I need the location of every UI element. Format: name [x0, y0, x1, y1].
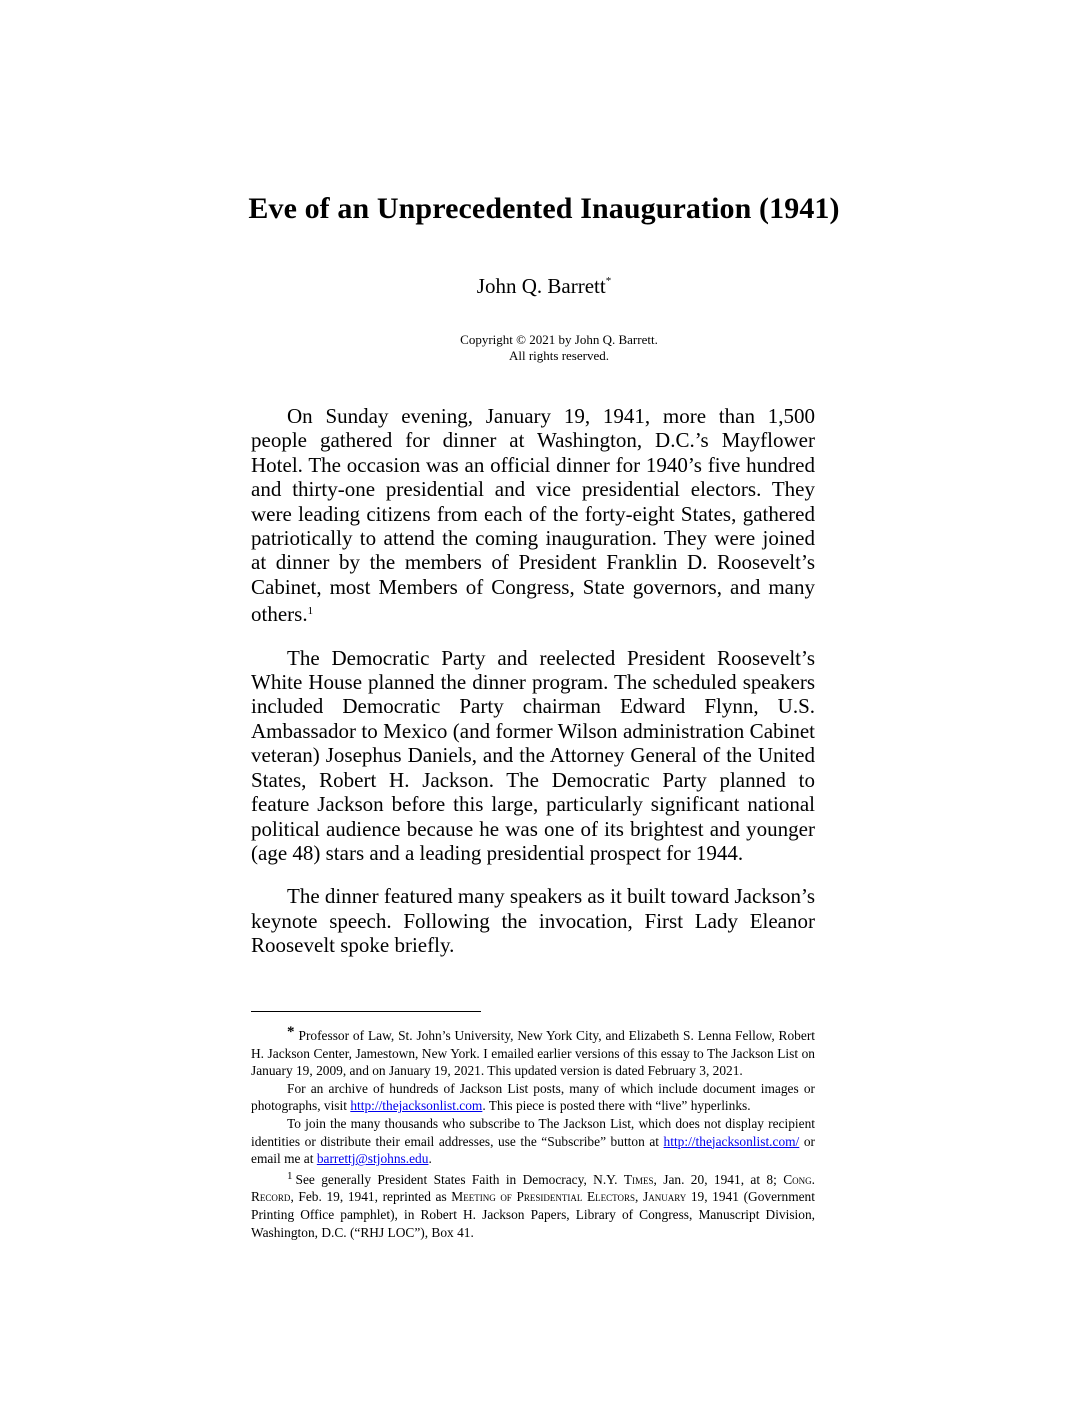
paragraph-text: The Democratic Party and reelected President Roosevelt’s White House planned the dinner program. The scheduled speakers included Democratic Party chairman Edward Flynn, U.S. Ambassador to Mexico (and former Wilson administration Cabinet veteran) Josephus Daniels, and the Attorney General of the United States, Robert H. Jackson. The Democratic Party planned to feature Jackson before this large, particularly significant national political audience because he was one of its brightest and younger (age 48) stars and a leading presidential prospect for 1944. [251, 645, 815, 865]
footnote-text: To join the many thousands who subscribe to The Jackson List, which does not display recipient identities or distribute their email addresses, use the “Subscribe” button at [251, 1115, 815, 1149]
body-text [251, 404, 815, 977]
copyright-notice [0, 332, 1088, 364]
author-line [0, 274, 1088, 299]
footnote-ref[interactable]: 1 [307, 605, 314, 618]
footnote-text: See generally President States Faith in Democracy, N.Y. [295, 1171, 624, 1187]
jacksonlist-link[interactable]: http://thejacksonlist.com [350, 1098, 483, 1114]
footnote-text: For an archive of hundreds of Jackson List posts, many of which include document images or photographs, visit [251, 1080, 815, 1114]
page-title: Eve of an Unprecedented Inauguration (1941) [248, 192, 840, 225]
subscribe-link[interactable]: http://thejacksonlist.com/ [663, 1133, 800, 1149]
paragraph [251, 646, 815, 866]
email-link[interactable]: barrettj@stjohns.edu [316, 1151, 429, 1167]
footnote-number: 1 [287, 1169, 293, 1182]
footnote-text: Professor of Law, St. John’s University, New York City, and Elizabeth S. Lenna Fellow, Robert H. Jackson Center, Jamestown, New York. I emailed earlier versions of this essay to The Jackson List on January 19, 2009, and on January 19, 2021. This updated version is dated February 3, 2021. [251, 1028, 815, 1079]
footnote-star [251, 1024, 815, 1080]
footnote-divider [251, 1011, 481, 1012]
footnote-text: Cong. Record [251, 1171, 815, 1205]
footnote-archive [251, 1080, 815, 1115]
footnote-text: Meeting of Presidential Electors, January [451, 1189, 687, 1205]
footnote-text: . This piece is posted there with “live” hyperlinks. [482, 1098, 751, 1114]
footnote-text: , Jan. 20, 1941, at 8; [653, 1171, 784, 1187]
footnote-text: or email me at [251, 1133, 815, 1167]
footnote-text: , Feb. 19, 1941, reprinted as [290, 1189, 452, 1205]
rights-line: All rights reserved. [508, 348, 609, 363]
footnote-text: Times [623, 1171, 654, 1187]
paragraph-text: The dinner featured many speakers as it built toward Jackson’s keynote speech. Following the invocation, First Lady Eleanor Roosevelt spoke briefly. [251, 884, 815, 958]
footnote-text: . [428, 1151, 432, 1167]
author-name: John Q. Barrett [476, 274, 606, 298]
paragraph [251, 404, 815, 627]
paragraph-text: On Sunday evening, January 19, 1941, more than 1,500 people gathered for dinner at Washington, D.C.’s Mayflower Hotel. The occasion was an official dinner for 1940’s five hundred and thirty-one presidential and vice presidential electors. They were leading citizens from each of the forty-eight States, gathered patriotically to attend the coming inauguration. They were joined at dinner by the members of President Franklin D. Roosevelt’s Cabinet, most Members of Congress, State governors, and many others. [251, 404, 815, 627]
footnotes [251, 1024, 815, 1241]
paragraph [251, 884, 815, 957]
footnote-subscribe [251, 1115, 815, 1168]
author-footnote-mark: * [605, 275, 612, 287]
footnote-text: 19, 1941 (Government Printing Office pamphlet), in Robert H. Jackson Papers, Library of Congress, Manuscript Division, Washington, D.C. (“RHJ LOC”), Box 41. [251, 1189, 815, 1240]
footnote-1 [251, 1168, 815, 1241]
copyright-line: Copyright © 2021 by John Q. Barrett. [460, 332, 658, 347]
footnote-mark: * [287, 1024, 295, 1040]
